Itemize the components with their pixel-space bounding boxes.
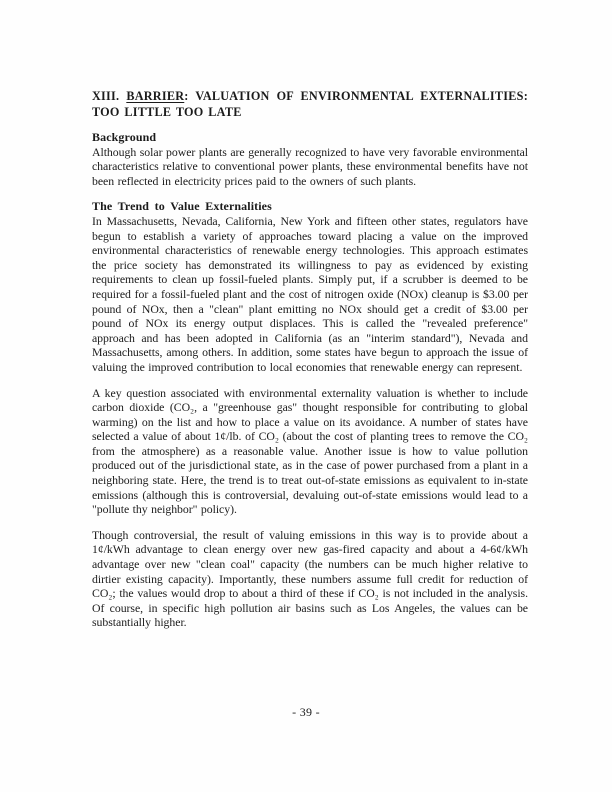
heading-line1-rest: : VALUATION OF ENVIRONMENTAL EXTERNALITIES: bbox=[184, 89, 529, 103]
paragraph: Though controversial, the result of valuing emissions in this way is to provide about a 1¢/kWh advantage to clean energy over new gas-fired capacity and about a 4-6¢/kWh advantage over new "clean coal" capacity (the numbers can be much higher relative to dirtier existing capacity). Importantly, these numbers assume full credit for reduction of CO₂; the values would drop to about a third of these if CO₂ is not included in the analysis. Of course, in specific high pollution air basins such as Los Angeles, the values can be substantially higher. bbox=[92, 527, 528, 630]
section-title-background: Background bbox=[92, 130, 157, 144]
section-title-trend: The Trend to Value Externalities bbox=[92, 199, 272, 214]
section-background bbox=[92, 130, 528, 188]
paragraph: In Massachusetts, Nevada, California, New York and fifteen other states, regulators have begun to establish a variety of approaches toward placing a value on the improved environmental characteristics of renewable energy technologies. This approach estimates the price society has demonstrated its willingness to pay as evidenced by existing requirements to clean up fossil-fueled plants. Simply put, if a scrubber is deemed to be required for a fossil-fueled plant and the cost of nitrogen oxide (NOx) cleanup is $3.00 per pound of NOx, then a "clean" plant emitting no NOx should get a credit of $3.00 per pound of NOx its energy output displaces. This is called the "revealed preference" approach and has been adopted in California (as an "interim standard"), Nevada and Massachusetts, among others. In addition, some states have begun to approach the issue of valuing the improved contribution to local economies that renewable energy can represent. bbox=[92, 213, 528, 374]
heading-line1 bbox=[92, 88, 528, 104]
page-heading bbox=[92, 88, 528, 120]
page-number: - 39 - bbox=[292, 705, 320, 719]
paragraph: Although solar power plants are generally recognized to have very favorable environmental characteristics relative to conventional power plants, these environmental benefits have not been reflected in electricity prices paid to the owners of such plants. bbox=[92, 144, 528, 188]
section-trend-to-value-externalities bbox=[92, 199, 528, 630]
heading-barrier-underlined: BARRIER bbox=[126, 89, 185, 103]
heading-numeral: XIII. bbox=[92, 89, 120, 103]
paragraph: A key question associated with environmental externality valuation is whether to include carbon dioxide (CO₂, a "greenhouse gas" thought responsible for contributing to global warming) on the list and how to place a value on its avoidance. A number of states have selected a value of about 1¢/lb. of CO₂ (about the cost of planting trees to remove the CO₂ from the atmosphere) as a reasonable value. Another issue is how to value pollution produced out of the jurisdictional state, as in the case of power purchased from a plant in a neighboring state. Here, the trend is to treat out-of-state emissions as equivalent to in-state emissions (although this is controversial, devaluing out-of-state emissions would lead to a "pollute thy neighbor" policy). bbox=[92, 385, 528, 517]
heading-line2: TOO LITTLE TOO LATE bbox=[92, 105, 242, 119]
